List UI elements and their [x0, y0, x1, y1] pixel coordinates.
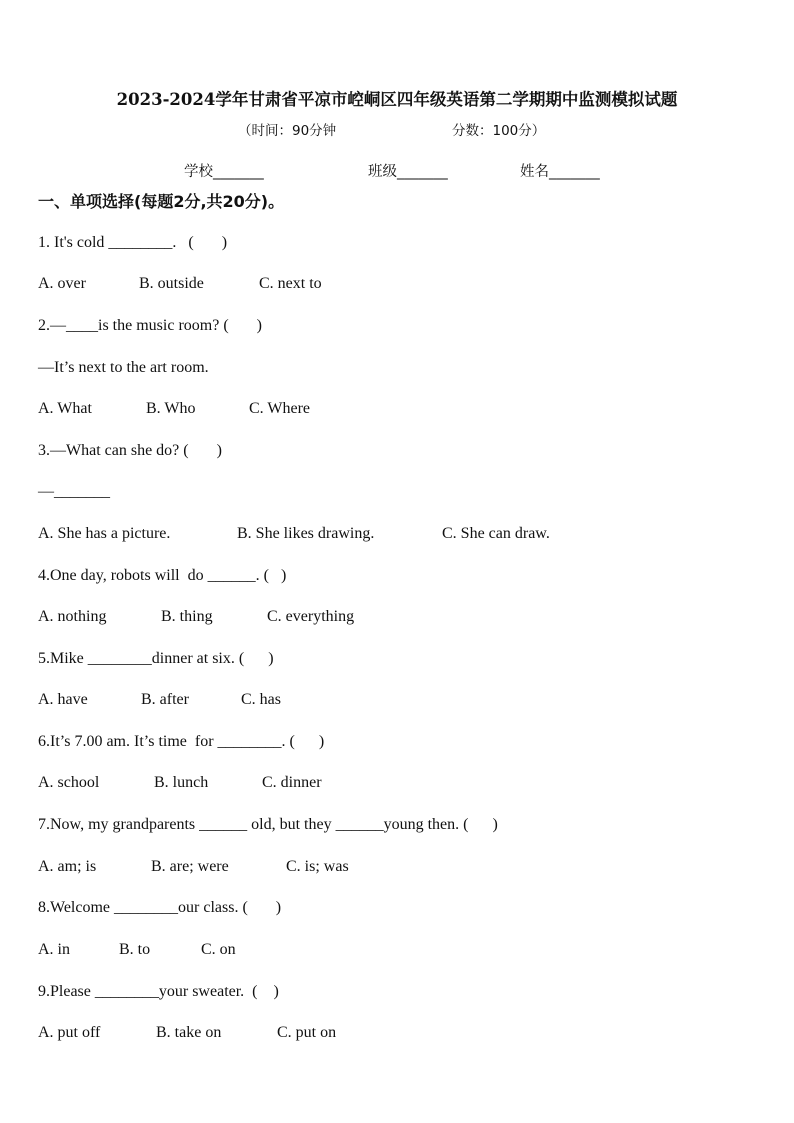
exam-time: （时间：90分钟 — [238, 123, 337, 139]
question-stem: 3.—What can she do? ( ) — [38, 442, 222, 459]
option-b: B. She likes drawing. — [237, 525, 375, 542]
exam-score: 分数：100分） — [452, 123, 546, 139]
section-heading: 一、单项选择(每题2分,共20分)。 — [38, 192, 285, 211]
option-b: B. Who — [146, 400, 196, 417]
question-stem: 5.Mike ________dinner at six. ( ) — [38, 650, 274, 667]
option-c: C. everything — [267, 608, 355, 625]
option-a: A. put off — [38, 1024, 101, 1041]
option-c: C. on — [201, 941, 236, 958]
option-b: B. to — [119, 941, 151, 958]
school-field: 学校_______ — [184, 164, 264, 180]
option-a: A. She has a picture. — [38, 525, 171, 542]
class-field: 班级_______ — [368, 164, 448, 180]
option-b: B. outside — [139, 275, 204, 292]
option-c: C. Where — [249, 400, 311, 417]
option-b: B. take on — [156, 1024, 222, 1041]
option-c: C. She can draw. — [442, 525, 550, 542]
option-c: C. dinner — [262, 774, 322, 791]
question-dialogue: —_______ — [38, 483, 110, 500]
option-c: C. next to — [259, 275, 322, 292]
option-b: B. thing — [161, 608, 213, 625]
question-dialogue: —It’s next to the art room. — [38, 359, 209, 376]
option-b: B. lunch — [154, 774, 209, 791]
question-stem: 9.Please ________your sweater. ( ) — [38, 983, 279, 1000]
page-title: 2023-2024学年甘肃省平凉市崆峒区四年级英语第二学期期中监测模拟试题 — [116, 90, 678, 109]
question-stem: 7.Now, my grandparents ______ old, but they ______young then. ( ) — [38, 816, 498, 833]
option-a: A. am; is — [38, 858, 97, 875]
option-b: B. after — [141, 691, 189, 708]
question-stem: 4.One day, robots will do ______. ( ) — [38, 567, 287, 584]
option-a: A. over — [38, 275, 86, 292]
option-c: C. put on — [277, 1024, 337, 1041]
question-stem: 2.—____is the music room? ( ) — [38, 317, 262, 334]
option-a: A. What — [38, 400, 92, 417]
option-c: C. is; was — [286, 858, 349, 875]
option-b: B. are; were — [151, 858, 229, 875]
option-a: A. nothing — [38, 608, 107, 625]
option-a: A. have — [38, 691, 88, 708]
option-a: A. in — [38, 941, 70, 958]
question-stem: 1. It's cold ________. ( ) — [38, 234, 228, 251]
option-a: A. school — [38, 774, 100, 791]
question-stem: 8.Welcome ________our class. ( ) — [38, 899, 282, 916]
name-field: 姓名_______ — [520, 164, 600, 180]
option-c: C. has — [241, 691, 281, 708]
question-stem: 6.It’s 7.00 am. It’s time for ________. ( ) — [38, 733, 325, 750]
